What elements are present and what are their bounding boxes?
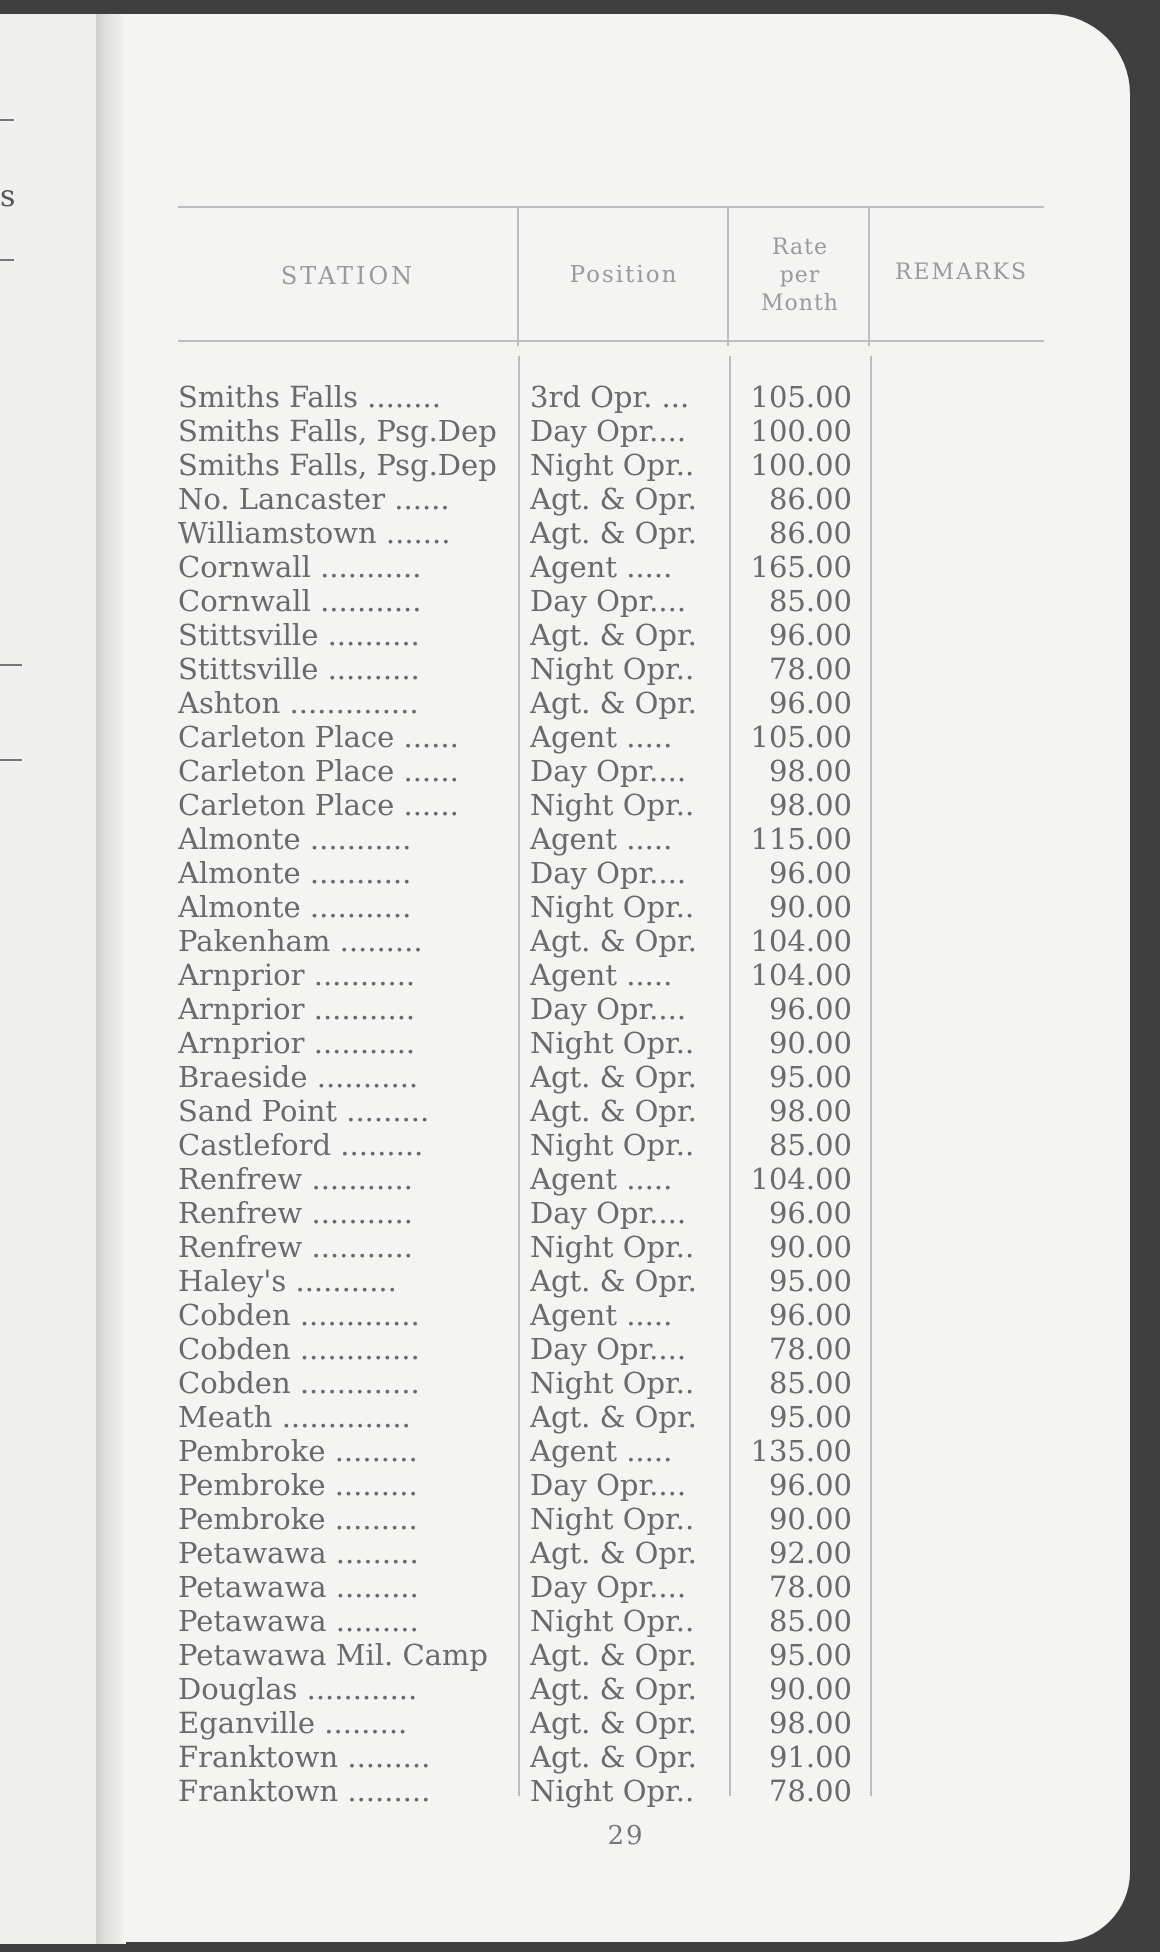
station-cell: Carleton Place ......: [178, 720, 459, 754]
document-page: [122, 14, 1130, 1942]
rate-cell: 165.00: [750, 550, 852, 584]
station-cell: Cornwall ...........: [178, 584, 422, 618]
table-row: [122, 482, 1130, 516]
rate-cell: 95.00: [768, 1264, 852, 1298]
remarks-header: REMARKS: [894, 260, 1029, 285]
station-cell: Pakenham .........: [178, 924, 423, 958]
station-cell: Arnprior ...........: [178, 1026, 416, 1060]
table-row: [122, 1230, 1130, 1264]
position-cell: Day Opr....: [530, 754, 687, 788]
table-row: [122, 1162, 1130, 1196]
rate-cell: 96.00: [768, 1298, 852, 1332]
station-cell: Williamstown .......: [178, 516, 451, 550]
left-page-rule: [0, 259, 14, 261]
position-cell: Agt. & Opr.: [530, 1638, 697, 1672]
station-cell: Almonte ...........: [178, 856, 412, 890]
position-cell: Day Opr....: [530, 1332, 687, 1366]
station-cell: Petawawa .........: [178, 1604, 419, 1638]
rate-cell: 86.00: [768, 516, 852, 550]
position-cell: Night Opr..: [530, 1774, 695, 1808]
position-cell: Night Opr..: [530, 448, 695, 482]
position-cell: Agent .....: [530, 1298, 673, 1332]
station-cell: Renfrew ...........: [178, 1196, 413, 1230]
station-header: STATION: [280, 262, 416, 290]
station-cell: Ashton ..............: [178, 686, 419, 720]
station-cell: Haley's ...........: [178, 1264, 397, 1298]
position-cell: Agent .....: [530, 550, 673, 584]
table-row: [122, 1128, 1130, 1162]
position-cell: Agt. & Opr.: [530, 1706, 697, 1740]
rate-cell: 96.00: [768, 992, 852, 1026]
table-top-rule: [178, 206, 1044, 208]
page-number: 29: [607, 1821, 645, 1851]
table-row: [122, 380, 1130, 414]
table-row: [122, 1706, 1130, 1740]
rate-cell: 104.00: [750, 924, 852, 958]
table-row: [122, 652, 1130, 686]
position-cell: Day Opr....: [530, 1570, 687, 1604]
position-cell: Night Opr..: [530, 788, 695, 822]
position-cell: Night Opr..: [530, 1230, 695, 1264]
station-cell: Renfrew ...........: [178, 1230, 413, 1264]
rate-cell: 98.00: [768, 754, 852, 788]
rate-cell: 78.00: [768, 1774, 852, 1808]
header-bottom-rule: [178, 340, 1044, 342]
left-page-rule: [0, 759, 22, 761]
table-row: [122, 1196, 1130, 1230]
station-cell: Meath ..............: [178, 1400, 411, 1434]
rate-cell: 90.00: [768, 890, 852, 924]
position-cell: Day Opr....: [530, 414, 687, 448]
left-page-rule: [0, 664, 22, 666]
position-cell: Day Opr....: [530, 992, 687, 1026]
table-row: [122, 1604, 1130, 1638]
rate-cell: 78.00: [768, 1570, 852, 1604]
station-cell: Renfrew ...........: [178, 1162, 413, 1196]
rate-header: [730, 234, 870, 318]
position-cell: Day Opr....: [530, 856, 687, 890]
station-cell: Arnprior ...........: [178, 992, 416, 1026]
station-cell: Pembroke .........: [178, 1502, 418, 1536]
table-row: [122, 550, 1130, 584]
position-cell: Agt. & Opr.: [530, 686, 697, 720]
table-row: [122, 1638, 1130, 1672]
rate-cell: 85.00: [768, 1366, 852, 1400]
table-row: [122, 1094, 1130, 1128]
rate-header-line: per: [779, 263, 821, 288]
left-page-letter: s: [0, 179, 16, 214]
station-cell: Petawawa .........: [178, 1536, 419, 1570]
table-row: [122, 1298, 1130, 1332]
table-row: [122, 584, 1130, 618]
rate-cell: 78.00: [768, 652, 852, 686]
position-cell: Agent .....: [530, 720, 673, 754]
rate-cell: 115.00: [750, 822, 852, 856]
rate-cell: 85.00: [768, 584, 852, 618]
station-cell: Smiths Falls ........: [178, 380, 441, 414]
rate-cell: 90.00: [768, 1026, 852, 1060]
table-row: [122, 992, 1130, 1026]
station-cell: Franktown .........: [178, 1740, 431, 1774]
position-cell: Night Opr..: [530, 1128, 695, 1162]
position-cell: Night Opr..: [530, 652, 695, 686]
rate-cell: 86.00: [768, 482, 852, 516]
station-cell: Pembroke .........: [178, 1434, 418, 1468]
rate-cell: 95.00: [768, 1638, 852, 1672]
rate-cell: 95.00: [768, 1060, 852, 1094]
rate-cell: 96.00: [768, 1196, 852, 1230]
table-row: [122, 958, 1130, 992]
table-row: [122, 618, 1130, 652]
station-cell: Braeside ...........: [178, 1060, 419, 1094]
rate-cell: 90.00: [768, 1672, 852, 1706]
rate-header-line: Rate: [771, 235, 829, 260]
position-cell: Agt. & Opr.: [530, 1536, 697, 1570]
station-cell: Carleton Place ......: [178, 788, 459, 822]
position-cell: Agt. & Opr.: [530, 1060, 697, 1094]
station-cell: Stittsville ..........: [178, 652, 420, 686]
table-row: [122, 686, 1130, 720]
station-cell: Stittsville ..........: [178, 618, 420, 652]
table-row: [122, 1774, 1130, 1808]
rate-cell: 98.00: [768, 1706, 852, 1740]
position-cell: Agt. & Opr.: [530, 1672, 697, 1706]
rate-cell: 105.00: [750, 720, 852, 754]
station-cell: Almonte ...........: [178, 822, 412, 856]
station-cell: Sand Point .........: [178, 1094, 430, 1128]
rate-cell: 96.00: [768, 686, 852, 720]
station-cell: Almonte ...........: [178, 890, 412, 924]
table-row: [122, 1468, 1130, 1502]
position-cell: Night Opr..: [530, 1366, 695, 1400]
station-cell: Petawawa .........: [178, 1570, 419, 1604]
station-cell: Castleford .........: [178, 1128, 424, 1162]
rate-cell: 85.00: [768, 1604, 852, 1638]
table-row: [122, 890, 1130, 924]
table-row: [122, 1026, 1130, 1060]
station-cell: No. Lancaster ......: [178, 482, 450, 516]
rate-cell: 92.00: [768, 1536, 852, 1570]
table-row: [122, 1502, 1130, 1536]
position-cell: Agt. & Opr.: [530, 924, 697, 958]
rate-cell: 96.00: [768, 618, 852, 652]
table-row: [122, 1536, 1130, 1570]
table-row: [122, 1672, 1130, 1706]
table-row: [122, 1570, 1130, 1604]
station-cell: Carleton Place ......: [178, 754, 459, 788]
position-cell: Agent .....: [530, 1434, 673, 1468]
rate-cell: 96.00: [768, 856, 852, 890]
rate-cell: 90.00: [768, 1502, 852, 1536]
rate-cell: 104.00: [750, 1162, 852, 1196]
station-cell: Cobden .............: [178, 1366, 420, 1400]
position-cell: Agt. & Opr.: [530, 1400, 697, 1434]
station-cell: Douglas ............: [178, 1672, 418, 1706]
table-row: [122, 1400, 1130, 1434]
position-cell: Night Opr..: [530, 1604, 695, 1638]
position-cell: Night Opr..: [530, 1026, 695, 1060]
table-row: [122, 720, 1130, 754]
left-page-rule: [0, 119, 14, 121]
table-row: [122, 1264, 1130, 1298]
position-cell: Day Opr....: [530, 1196, 687, 1230]
table-row: [122, 414, 1130, 448]
position-cell: Night Opr..: [530, 890, 695, 924]
position-cell: Night Opr..: [530, 1502, 695, 1536]
position-cell: Day Opr....: [530, 584, 687, 618]
position-cell: Agent .....: [530, 822, 673, 856]
rate-cell: 90.00: [768, 1230, 852, 1264]
rate-cell: 91.00: [768, 1740, 852, 1774]
station-cell: Pembroke .........: [178, 1468, 418, 1502]
position-cell: Agent .....: [530, 1162, 673, 1196]
position-cell: Agt. & Opr.: [530, 618, 697, 652]
position-cell: Agt. & Opr.: [530, 482, 697, 516]
table-row: [122, 448, 1130, 482]
left-page-edge: [0, 14, 96, 1944]
rate-cell: 105.00: [750, 380, 852, 414]
position-cell: Day Opr....: [530, 1468, 687, 1502]
station-cell: Petawawa Mil. Camp: [178, 1638, 488, 1672]
table-row: [122, 924, 1130, 958]
position-cell: Agt. & Opr.: [530, 1264, 697, 1298]
position-cell: Agt. & Opr.: [530, 1740, 697, 1774]
position-cell: Agt. & Opr.: [530, 516, 697, 550]
rate-cell: 85.00: [768, 1128, 852, 1162]
position-cell: Agent .....: [530, 958, 673, 992]
rate-cell: 100.00: [750, 448, 852, 482]
position-cell: Agt. & Opr.: [530, 1094, 697, 1128]
table-row: [122, 1332, 1130, 1366]
table-row: [122, 516, 1130, 550]
station-cell: Smiths Falls, Psg.Dep: [178, 414, 497, 448]
station-cell: Cobden .............: [178, 1332, 420, 1366]
station-cell: Arnprior ...........: [178, 958, 416, 992]
rate-cell: 96.00: [768, 1468, 852, 1502]
rate-cell: 100.00: [750, 414, 852, 448]
station-cell: Cornwall ...........: [178, 550, 422, 584]
station-cell: Smiths Falls, Psg.Dep: [178, 448, 497, 482]
table-row: [122, 1060, 1130, 1094]
table-row: [122, 822, 1130, 856]
station-cell: Cobden .............: [178, 1298, 420, 1332]
position-header: Position: [569, 262, 679, 288]
table-row: [122, 1740, 1130, 1774]
table-row: [122, 1366, 1130, 1400]
rate-cell: 104.00: [750, 958, 852, 992]
table-row: [122, 754, 1130, 788]
table-row: [122, 856, 1130, 890]
station-cell: Eganville .........: [178, 1706, 408, 1740]
rate-header-line: Month: [761, 291, 839, 316]
rate-cell: 78.00: [768, 1332, 852, 1366]
rate-cell: 98.00: [768, 788, 852, 822]
table-row: [122, 1434, 1130, 1468]
table-row: [122, 788, 1130, 822]
rate-cell: 135.00: [750, 1434, 852, 1468]
rate-cell: 98.00: [768, 1094, 852, 1128]
rate-cell: 95.00: [768, 1400, 852, 1434]
station-cell: Franktown .........: [178, 1774, 431, 1808]
position-cell: 3rd Opr. ...: [530, 380, 690, 414]
